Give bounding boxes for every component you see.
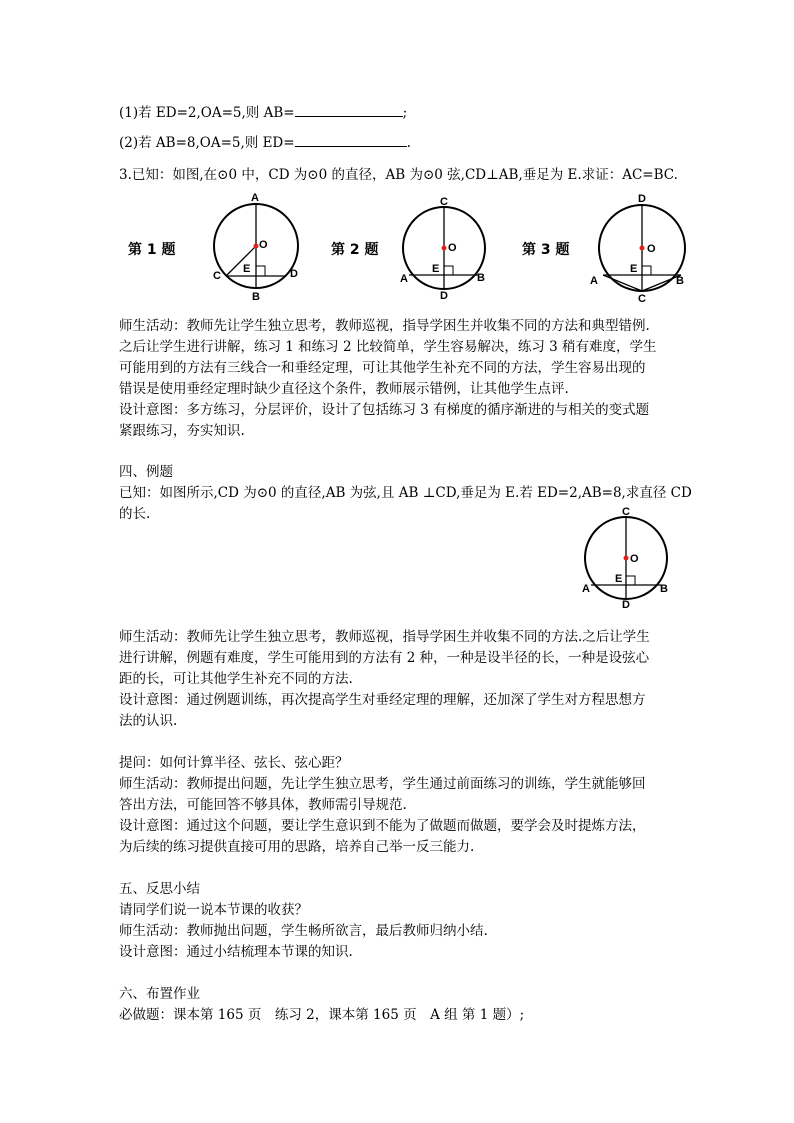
radius-oc [226, 246, 256, 276]
homework-line: 必做题：课本第 165 页 练习 2，课本第 165 页 A 组 第 1 题）; [119, 1007, 525, 1023]
teaching-activity-line: 距的长，可让其他学生补充不同的方法. [119, 671, 353, 687]
figure-label-3: 第 3 题 [522, 242, 570, 258]
point-label-d: D [290, 268, 298, 280]
point-label-a: A [582, 583, 590, 595]
point-label-o: O [630, 553, 639, 565]
answer-blank [295, 104, 403, 117]
point-label-c: C [622, 506, 630, 518]
point-label-o: O [448, 242, 457, 254]
teaching-activity-line: 师生活动：教师先让学生独立思考，教师巡视，指导学困生并收集不同的方法和典型错例. [119, 318, 650, 334]
section-heading-example: 四、例题 [119, 464, 173, 480]
point-label-b: B [477, 272, 485, 284]
teaching-activity-line: 师生活动：教师提出问题，先让学生独立思考，学生通过前面练习的训练，学生就能够回 [119, 776, 646, 792]
right-angle-mark [256, 266, 265, 276]
summary-line: 请同学们说一说本节课的收获？ [119, 902, 308, 918]
right-angle-mark [444, 266, 453, 275]
circle-figure-3 [588, 190, 694, 304]
center-dot [624, 556, 629, 561]
point-label-d: D [638, 193, 646, 205]
point-label-c: C [638, 293, 646, 304]
point-label-d: D [622, 599, 630, 611]
point-label-b: B [660, 583, 668, 595]
design-intent-line: 紧跟练习，夯实知识. [119, 423, 245, 439]
figure-label-1: 第 1 题 [128, 242, 176, 258]
summary-line: 师生活动：教师抛出问题，学生畅所欲言，最后教师归纳小结. [119, 923, 488, 939]
exercise-3: 3.已知：如图,在⊙0 中，CD 为⊙0 的直径，AB 为⊙0 弦,CD⊥AB,垂足为 E.求证：AC=BC. [119, 167, 678, 183]
point-label-e: E [630, 263, 638, 275]
point-label-b: B [252, 291, 260, 303]
point-label-a: A [590, 275, 598, 287]
point-label-e: E [432, 263, 440, 275]
center-dot [442, 246, 447, 251]
exercise-1-text: (1)若 ED=2,OA=5,则 AB= [119, 105, 295, 121]
point-label-c: C [440, 196, 448, 208]
design-intent-line: 设计意图：通过这个问题，要让学生意识到不能为了做题而做题，要学会及时提炼方法， [119, 818, 646, 834]
design-intent-line: 法的认识. [119, 713, 178, 729]
teaching-activity-line: 进行讲解，例题有难度，学生可能用到的方法有 2 种，一种是设半径的长，一种是设弦心 [119, 650, 650, 666]
figure-label-2: 第 2 题 [331, 242, 379, 258]
teaching-activity-line: 答出方法，可能回答不够具体，教师需引导规范. [119, 797, 407, 813]
point-label-e: E [615, 573, 623, 585]
right-angle-mark [626, 576, 635, 585]
design-intent-line: 设计意图：通过例题训练，再次提高学生对垂经定理的理解，还加深了学生对方程思想方 [119, 692, 646, 708]
example-problem-line: 已知：如图所示,CD 为⊙0 的直径,AB 为弦,且 AB ⊥CD,垂足为 E.若 ED=2,AB=8,求直径 CD [119, 485, 692, 501]
point-label-a: A [400, 273, 408, 285]
point-label-d: D [440, 290, 448, 302]
exercise-1: (1)若 ED=2,OA=5,则 AB= ; [119, 105, 408, 121]
right-angle-mark [642, 266, 651, 275]
circle-figure-2 [390, 192, 500, 304]
question-line: 提问：如何计算半径、弦长、弦心距？ [119, 755, 349, 771]
teaching-activity-line: 之后让学生进行讲解，练习 1 和练习 2 比较简单，学生容易解决，练习 3 稍有难度，学生 [119, 339, 657, 355]
design-intent-line: 为后续的练习提供直接可用的思路，培养自己举一反三能力. [119, 839, 475, 855]
circle-figure-example [578, 502, 678, 614]
point-label-o: O [647, 243, 656, 255]
answer-blank [295, 134, 407, 147]
section-heading-summary: 五、反思小结 [119, 881, 200, 897]
point-label-c: C [213, 270, 221, 282]
center-dot [640, 246, 645, 251]
segment-ac [603, 275, 642, 291]
teaching-activity-line: 师生活动：教师先让学生独立思考，教师巡视，指导学困生并收集不同的方法.之后让学生 [119, 629, 650, 645]
design-intent-line: 设计意图：多方练习，分层评价，设计了包括练习 3 有梯度的循序渐进的与相关的变式题 [119, 402, 650, 418]
example-problem-line: 的长. [119, 506, 151, 522]
point-label-a: A [251, 192, 259, 204]
exercise-2: (2)若 AB=8,OA=5,则 ED= . [119, 135, 411, 151]
section-heading-homework: 六、布置作业 [119, 986, 200, 1002]
exercise-2-text: (2)若 AB=8,OA=5,则 ED= [119, 135, 295, 151]
teaching-activity-line: 错误是使用垂经定理时缺少直径这个条件，教师展示错例，让其他学生点评. [119, 381, 569, 397]
point-label-e: E [243, 263, 251, 275]
point-label-b: B [676, 275, 684, 287]
center-dot [254, 244, 259, 249]
circle-figure-1 [200, 192, 310, 304]
teaching-activity-line: 可能用到的方法有三线合一和垂经定理，可让其他学生补充不同的方法，学生容易出现的 [119, 360, 646, 376]
summary-line: 设计意图：通过小结梳理本节课的知识. [119, 944, 353, 960]
point-label-o: O [259, 239, 268, 251]
